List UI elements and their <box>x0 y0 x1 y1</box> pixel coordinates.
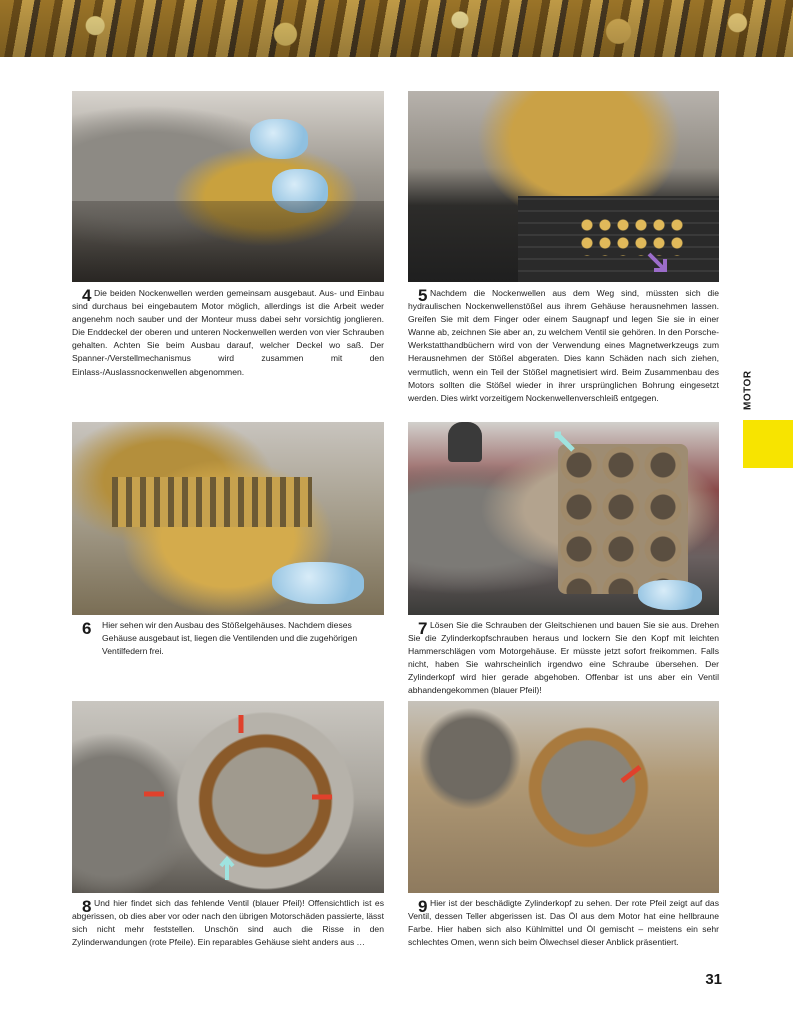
caption-step-6: Hier sehen wir den Ausbau des Stößelgehäuses. Nachdem dieses Gehäuse ausgebaut ist, liegen die Ventilenden und die zugehörigen Ventilfedern frei. <box>102 620 358 657</box>
arrow-red <box>310 789 334 805</box>
tappets <box>578 216 688 256</box>
section-tab <box>743 420 793 468</box>
caption-step-5: Nachdem die Nockenwellen aus dem Weg sind, müssten sich die hydraulischen Nockenwellenstößel aus ihrem Gehäuse herausnehmen lassen. Greifen Sie mit dem Finger oder einem Saugnapf und legen Sie sie in einer Wanne ab, zeichnen Sie aber an, zu welchem Ventil sie gehören. In den Porsche-Werkstatthandbüchern wird von der Verwendung eines Magnetwerkzeugs zum Herausnehmen der Stößel abgeraten. Dies kann Schäden nach sich ziehen, vermutlich, wenn ein Teil der Stößel magnetisiert wird. Beim Zusammenbau des Motors sollten die Stößel wieder in ihrer ursprünglichen Bohrung eingesetzt werden. Dies wirkt vorzeitigem Nockenwellenverschleiß entgegen. <box>408 288 719 403</box>
gloved-hand <box>272 562 364 604</box>
engine-block <box>72 201 384 282</box>
photo-step-7 <box>408 422 719 615</box>
arrow-red <box>142 786 166 802</box>
photo-step-6 <box>72 422 384 615</box>
caption-step-8: Und hier findet sich das fehlende Ventil (blauer Pfeil)! Offensichtlich ist es abgerissen, ob dies aber vor oder nach den übrigen Motorschäden passierte, lässt sich nicht mehr feststellen. Unschön sind auch die Risse in den Zylinderwandungen (rote Pfeile). Ein reparables Gehäuse sieht anders aus … <box>72 898 384 948</box>
photo-step-9 <box>408 701 719 893</box>
arrow-blue <box>218 856 236 882</box>
step-number-8: 8 <box>82 897 92 916</box>
page-number: 31 <box>705 971 722 988</box>
arrow-red <box>232 713 250 735</box>
step-number-7: 7 <box>418 619 428 638</box>
caption-step-7: Lösen Sie die Schrauben der Gleitschienen und bauen Sie sie aus. Drehen Sie die Zylinderkopfschrauben heraus und lockern Sie den Kopf mit leichten Hammerschlägen vom Motorgehäuse. Er müsste jetzt sofort freikommen. Falls nicht, haben Sie wahrscheinlich irgendwo eine Schraube übersehen. Der Zylinderkopf wird hier gerade abgehoben. Offenbar ist uns aber ein Ventil abhandengekommen (blauer Pfeil)! <box>408 620 719 696</box>
cylinder-head <box>558 444 688 594</box>
gloved-hand <box>250 119 308 159</box>
photo-step-4 <box>72 91 384 282</box>
arrow-red <box>618 763 644 785</box>
gloved-hand <box>638 580 702 610</box>
section-label: MOTOR <box>742 370 754 410</box>
caption-step-9: Hier ist der beschädigte Zylinderkopf zu sehen. Der rote Pfeil zeigt auf das Ventil, dessen Teller abgerissen ist. Das Öl aus dem Motor hat eine hellbraune Farbe. Hier haben sich also Kühlmittel und Öl gemischt – meistens ein sehr schlechtes Omen, wenn sich beim Ölwechsel dieser Anblick präsentiert. <box>408 898 719 948</box>
photo-step-8 <box>72 701 384 893</box>
oil-can <box>448 422 482 462</box>
caption-step-4: Die beiden Nockenwellen werden gemeinsam ausgebaut. Aus- und Einbau sind durchaus bei eingebautem Motor möglich, allerdings ist die Arbeit weder angenehm noch sauber und der Monteur muss dabei sehr vorsichtig jonglieren. Die Enddeckel der oberen und unteren Nockenwellen werden von vier Schrauben gehalten. Achten Sie beim Ausbau darauf, welcher Deckel wo saß. Der Spanner-/Verstellmechanismus wird zusammen mit den Einlass-/Auslassnockenwellen abgenommen. <box>72 288 384 377</box>
valve-springs <box>112 477 312 527</box>
step-number-6: 6 <box>82 619 92 638</box>
photo-step-5 <box>408 91 719 282</box>
step-number-9: 9 <box>418 897 428 916</box>
step-number-4: 4 <box>82 286 92 305</box>
arrow-blue <box>553 430 579 456</box>
header-banner-shade <box>0 0 793 57</box>
step-number-5: 5 <box>418 286 428 305</box>
arrow-purple <box>646 251 668 273</box>
